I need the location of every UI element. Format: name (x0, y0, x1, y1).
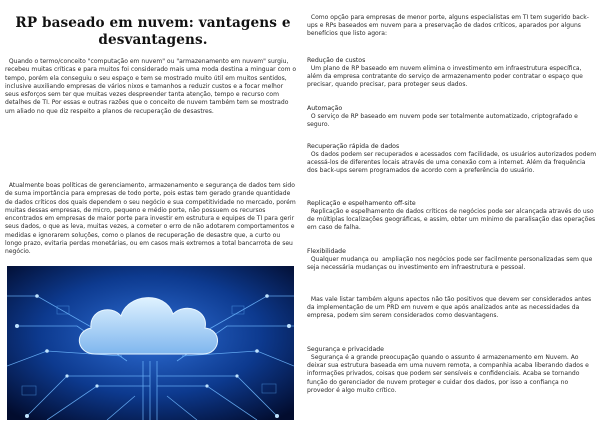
section-heading-recovery: Recuperação rápida de dados (307, 143, 400, 150)
intro-paragraph: Quando o termo/conceito "computação em nuvem" ou "armazenamento em nuvem" surgiu, recebeu muitas críticas e para muitos foi considerado mais uma moda destina a minguar com o tempo, porém ela conseguiu o seu espaço e tem se mostrado muito útil em muitos sentidos, inclusive auxiliando empresas de vários nixos e tamanhos a reduzir custos e a focar melhor seus esforços sem ter que muitas vezes despreender tanta atenção, tempo e recurso com detalhes de TI. Por essas e outras razões que o conceito de nuvem também tem se mostrado um aliado no que diz respeito a planos de recuperação de desastres. (5, 58, 299, 115)
page-title: RP baseado em nuvem: vantagens e desvantagens. (15, 15, 291, 48)
section-heading-security: Segurança e privacidade (307, 346, 384, 353)
section-body-costs: Um plano de RP baseado em nuvem elimina o investimento em infraestrutura específica, além da empresa contratante do serviço de armazenamento poder contratar o espaço que precisar, quando precisar, para proteger seus dados. (307, 65, 585, 89)
section-heading-flexibility: Flexibilidade (307, 248, 346, 255)
section-heading-automation: Automação (307, 105, 343, 112)
section-body-recovery: Os dados podem ser recuperados e acessados com facilidade, os usuários autorizados podem acessá-los de diferentes locais através de uma conexão com a internet. Além da frequência dos back-ups serem programados de acordo com a preferência do usuário. (307, 151, 599, 175)
section-body-replication: Replicação e espelhamento de dados críticos de negócios pode ser alcançada através do uso de múltiplas localizações geográficas, e assim, obter um mínimo de paralisação das operações em caso de falha. (307, 208, 598, 232)
section-heading-replication: Replicação e espelhamento off-site (307, 200, 416, 207)
context-paragraph: Atualmente boas políticas de gerenciamento, armazenamento e segurança de dados tem sido de suma importância para empresas de todo porte, pois estas tem gerado grande quantidade de dados críticos dos quais dependem o seu negócio e sua competitividade no mercado, porém muitas dessas empresas, de micro, pequeno e médio porte, não possuem os recursos encontrados em empresas de maior porte para investir em estrutura e equipes de TI para gerir seus dados, o que as leva, muitas vezes, a cometer o erro de não adotarem comportamentos e medidas e ignorarem soluções, como o planos de recuperação de desastre que, a curto ou longo prazo, evitaria perdas monetárias, ou em casos mais extremos a total bancarrota de seu negócio. (5, 182, 298, 256)
cloud-network-icon (7, 266, 294, 420)
cloud-network-illustration (7, 266, 294, 420)
section-body-flexibility: Qualquer mudança ou ampliação nos negócios pode ser facilmente personalizadas sem que seja necessária mudanças ou investimento em infraestrutura e pessoal. (307, 256, 595, 272)
transition-paragraph: Mas vale listar também alguns apectos não tão positivos que devem ser considerados antes da implementação de um PRD em nuvem e que após analizados ante as necessidades da empresa, podem sim serem considerados como desvantagens. (307, 296, 594, 320)
section-heading-costs: Redução de custos (307, 57, 366, 64)
section-body-security: Segurança é a grande preocupação quando o assunto é armazenamento em Nuvem. Ao deixar sua estrutura baseada em uma nuvem remota, a companhia acaba liberando dados e informações privados, coisas que podem ser sensíveis e confidenciais. Acaba se tornando função do gerenciador de nuvem proteger e cuidar dos dados, por isso a confiança no provedor é algo muito crítico. (307, 354, 591, 394)
right-intro: Como opção para empresas de menor porte, alguns especialistas em TI tem sugerido back-ups e RPs baseados em nuvem para a preservação de dados críticos, aparados por alguns benefícios que listo agora: (307, 14, 589, 38)
section-body-automation: O serviço de RP baseado em nuvem pode ser totalmente automatizado, criptografado e seguro. (307, 113, 580, 129)
